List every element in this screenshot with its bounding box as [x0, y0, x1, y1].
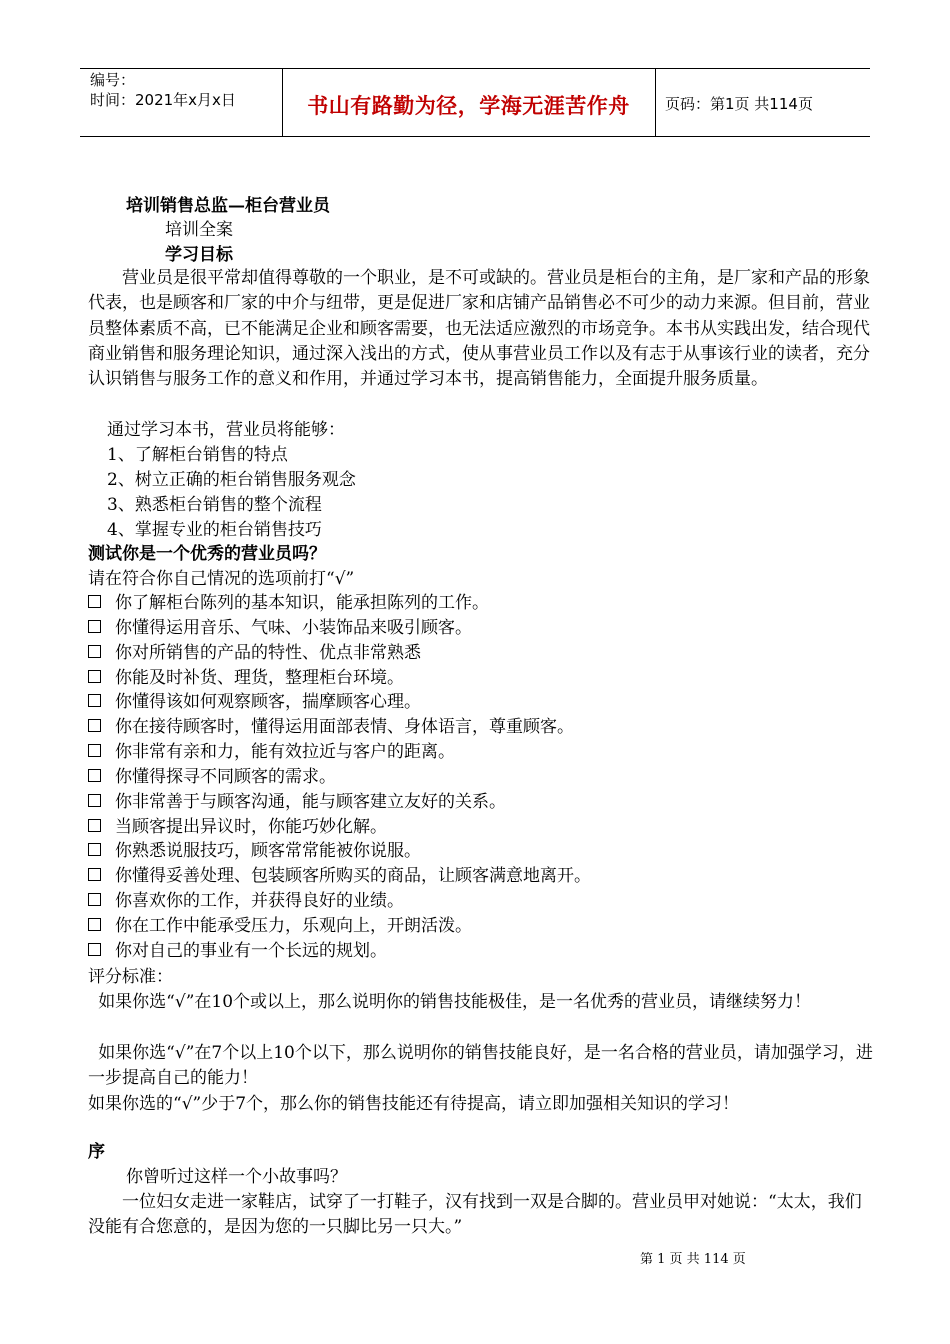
checklist-item — [88, 740, 591, 765]
checklist-item — [88, 815, 591, 840]
checklist-item-label: 你非常有亲和力，能有效拉近与客户的距离。 — [115, 742, 455, 763]
goal-item: 1、了解柜台销售的特点 — [107, 445, 288, 465]
checklist — [88, 591, 591, 964]
header-rule-bottom — [80, 136, 870, 137]
checkbox[interactable] — [88, 645, 101, 658]
checklist-item-label: 当顾客提出异议时，你能巧妙化解。 — [115, 816, 387, 837]
checklist-item — [88, 790, 591, 815]
checklist-item — [88, 864, 591, 889]
goals-intro: 通过学习本书，营业员将能够： — [107, 420, 345, 440]
checklist-item-label: 你对所销售的产品的特性、优点非常熟悉 — [115, 642, 421, 663]
checkbox[interactable] — [88, 670, 101, 683]
checkbox[interactable] — [88, 595, 101, 608]
checklist-item-label: 你了解柜台陈列的基本知识，能承担陈列的工作。 — [115, 593, 489, 613]
test-title: 测试你是一个优秀的营业员吗？ — [88, 544, 326, 564]
checkbox[interactable] — [88, 744, 101, 757]
footer-page-number: 第 1 页 共 114 页 — [640, 1252, 746, 1267]
scoring-rule-2: 如果你选“√”在7个以上10个以下，那么说明你的销售技能良好，是一名合格的营业员，请加强学习，进一步提高自己的能力！ — [88, 1043, 873, 1089]
checklist-item — [88, 914, 591, 939]
header-rule-top — [80, 68, 870, 69]
goal-item: 4、掌握专业的柜台销售技巧 — [107, 520, 322, 540]
header-motto: 书山有路勤为径，学海无涯苦作舟 — [307, 94, 630, 118]
checklist-item-label: 你非常善于与顾客沟通，能与顾客建立友好的关系。 — [115, 791, 506, 812]
preface-line-1: 你曾听过这样一个小故事吗？ — [126, 1167, 347, 1187]
checkbox[interactable] — [88, 620, 101, 633]
checklist-item — [88, 616, 591, 641]
checklist-item — [88, 641, 591, 666]
checkbox[interactable] — [88, 843, 101, 856]
checkbox[interactable] — [88, 769, 101, 782]
checkbox[interactable] — [88, 893, 101, 906]
header-divider-right — [655, 69, 656, 136]
preface-heading: 序 — [88, 1142, 105, 1162]
scoring-rule-3: 如果你选的“√”少于7个，那么你的销售技能还有待提高，请立即加强相关知识的学习！ — [88, 1094, 740, 1114]
scoring-title: 评分标准： — [88, 967, 173, 987]
checklist-item-label: 你懂得运用音乐、气味、小装饰品来吸引顾客。 — [115, 617, 472, 638]
checklist-item — [88, 715, 591, 740]
checklist-item-label: 你懂得妥善处理、包装顾客所购买的商品，让顾客满意地离开。 — [115, 866, 591, 887]
checklist-item — [88, 666, 591, 691]
goal-item: 2、树立正确的柜台销售服务观念 — [107, 470, 356, 490]
checklist-item — [88, 591, 591, 616]
doc-subtitle: 培训全案 — [165, 220, 233, 240]
checkbox[interactable] — [88, 918, 101, 931]
checklist-item-label: 你喜欢你的工作，并获得良好的业绩。 — [115, 891, 404, 912]
checklist-item-label: 你对自己的事业有一个长远的规划。 — [115, 940, 387, 961]
header-page-info: 页码：第1页 共114页 — [665, 95, 813, 113]
checklist-item-label: 你能及时补货、理货，整理柜台环境。 — [115, 667, 404, 688]
header-time-label: 时间：2021年x月x日 — [90, 91, 236, 109]
checklist-item-label: 你懂得探寻不同顾客的需求。 — [115, 766, 336, 787]
checklist-item-label: 你在工作中能承受压力，乐观向上，开朗活泼。 — [115, 915, 472, 936]
section-goal-heading: 学习目标 — [165, 245, 233, 265]
doc-title: 培训销售总监—柜台营业员 — [126, 196, 330, 216]
checklist-item-label: 你懂得该如何观察顾客，揣摩顾客心理。 — [115, 692, 421, 713]
checklist-item-label: 你在接待顾客时，懂得运用面部表情、身体语言，尊重顾客。 — [115, 717, 574, 738]
checkbox[interactable] — [88, 694, 101, 707]
preface-paragraph: 一位妇女走进一家鞋店，试穿了一打鞋子，汉有找到一双是合脚的。营业员甲对她说：“太太，我们没能有合您意的，是因为您的一只脚比另一只大。” — [88, 1192, 862, 1238]
checklist-item — [88, 839, 591, 864]
checklist-item — [88, 765, 591, 790]
test-instruction: 请在符合你自己情况的选项前打“√” — [88, 569, 355, 589]
checklist-item-label: 你熟悉说服技巧，顾客常常能被你说服。 — [115, 841, 421, 862]
goal-item: 3、熟悉柜台销售的整个流程 — [107, 495, 322, 515]
intro-paragraph: 营业员是很平常却值得尊敬的一个职业，是不可或缺的。营业员是柜台的主角，是厂家和产品的形象代表，也是顾客和厂家的中介与纽带，更是促进厂家和店铺产品销售必不可少的动力来源。但目前，营业员整体素质不高，已不能满足企业和顾客需要，也无法适应激烈的市场竞争。本书从实践出发，结合现代商业销售和服务理论知识，通过深入浅出的方式，使从事营业员工作以及有志于从事该行业的读者，充分认识销售与服务工作的意义和作用，并通过学习本书，提高销售能力，全面提升服务质量。 — [88, 268, 870, 390]
scoring-rule-1: 如果你选“√”在10个或以上，那么说明你的销售技能极佳，是一名优秀的营业员，请继续努力！ — [98, 992, 812, 1012]
header-meta — [90, 70, 236, 110]
checkbox[interactable] — [88, 794, 101, 807]
checkbox[interactable] — [88, 868, 101, 881]
checkbox[interactable] — [88, 719, 101, 732]
checklist-item — [88, 939, 591, 964]
checkbox[interactable] — [88, 943, 101, 956]
checkbox[interactable] — [88, 819, 101, 832]
header-code-label: 编号： — [90, 71, 136, 89]
checklist-item — [88, 889, 591, 914]
checklist-item — [88, 690, 591, 715]
